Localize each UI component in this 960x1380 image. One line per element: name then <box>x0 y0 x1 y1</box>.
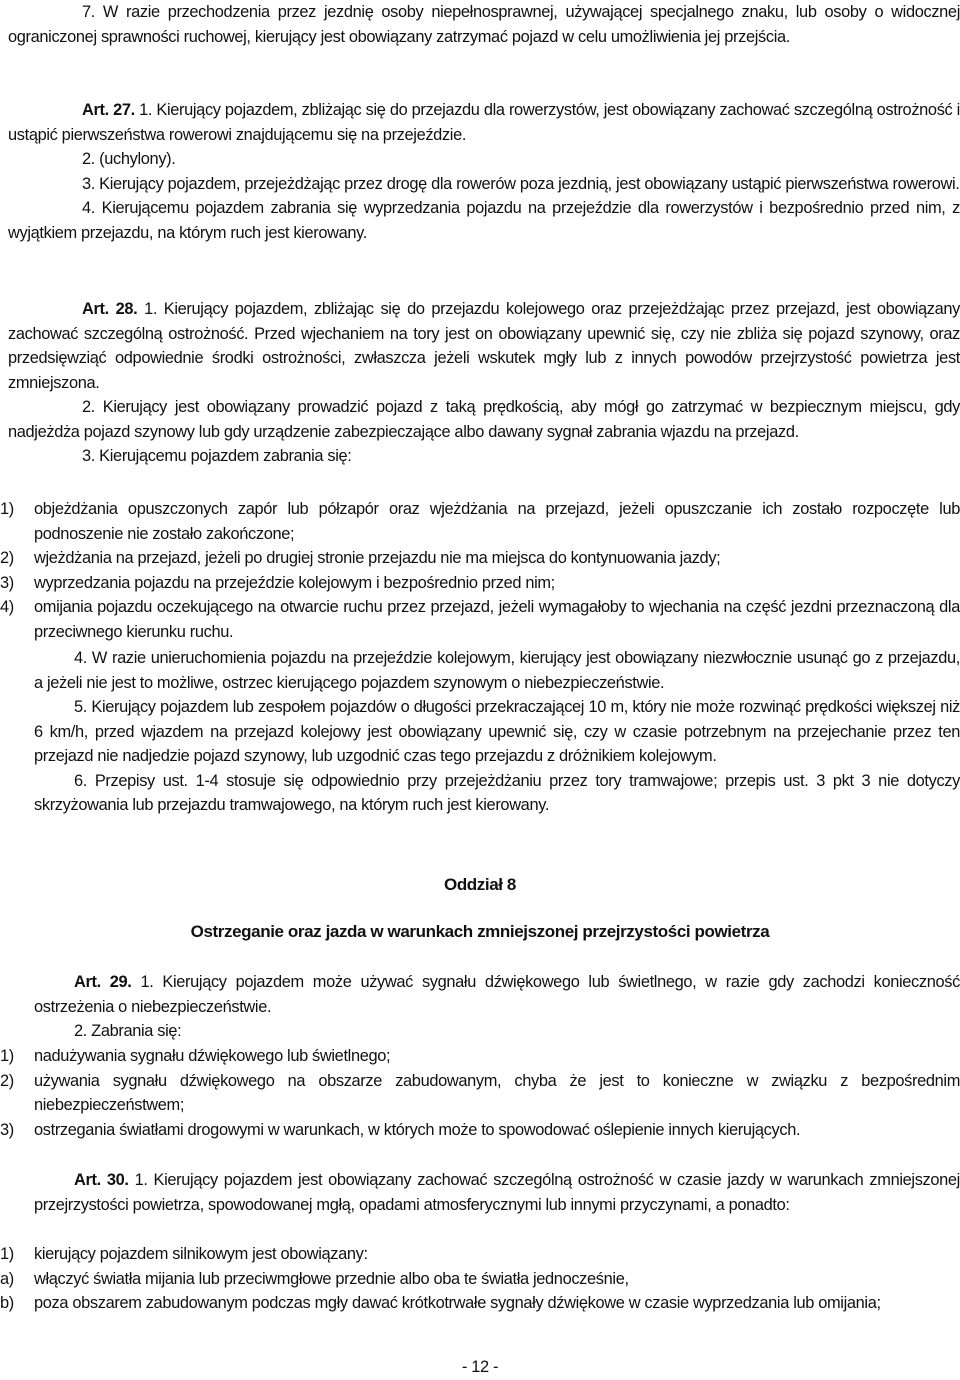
list-item <box>0 1069 960 1118</box>
article-27-para-1 <box>8 98 960 147</box>
list-num: b) <box>0 1294 14 1312</box>
section-number: Oddział 8 <box>444 875 516 894</box>
article-29-para-2: 2. Zabrania się: <box>74 1022 182 1040</box>
section-subtitle-block <box>0 920 960 945</box>
article-30-list <box>0 1242 960 1316</box>
article-28-para-6: 6. Przepisy ust. 1-4 stosuje się odpowiednio przy przejeżdżaniu przez tory tramwajowe; przepis ust. 3 pkt 3 nie dotyczy skrzyżowania lub przejazdu tramwajowego, na którym ruch jest kierowany. <box>34 771 960 814</box>
list-item <box>0 1291 960 1316</box>
list-text: nadużywania sygnału dźwiękowego lub świetlnego; <box>34 1047 391 1065</box>
list-item <box>0 1044 960 1069</box>
paragraph-7 <box>8 0 960 49</box>
list-num: 1) <box>0 500 14 518</box>
article-27-para-2: 2. (uchylony). <box>82 150 176 168</box>
article-label: Art. 27. <box>82 101 135 119</box>
article-text: 1. Kierujący pojazdem może używać sygnału dźwiękowego lub świetlnego, w razie gdy zachodzi konieczność ostrzeżenia o niebezpieczeństwie. <box>34 973 960 1016</box>
page-number: - 12 - <box>461 1358 499 1376</box>
paragraph-text: 7. W razie przechodzenia przez jezdnię osoby niepełnosprawnej, używającej specjalnego znaku, lub osoby o widocznej ograniczonej sprawności ruchowej, kierujący jest obowiązany zatrzymać pojazd w celu umożliwienia jej przejścia. <box>8 3 960 46</box>
list-text: ostrzegania światłami drogowymi w warunkach, w których może to spowodować oślepienie innych kierujących. <box>34 1120 801 1139</box>
list-item <box>0 546 960 571</box>
list-item <box>0 1242 960 1267</box>
list-text: objeżdżania opuszczonych zapór lub półzapór oraz wjeżdżania na przejazd, jeżeli opuszczanie ich zostało rozpoczęte lub podnoszenie nie zostało zakończone; <box>34 500 960 543</box>
article-27-para-4: 4. Kierującemu pojazdem zabrania się wyprzedzania pojazdu na przejeździe dla rowerzystów i bezpośrednio przed nim, z wyjątkiem przejazdu, na którym ruch jest kierowany. <box>8 199 960 242</box>
list-item <box>0 1267 960 1292</box>
section-subtitle: Ostrzeganie oraz jazda w warunkach zmniejszonej przejrzystości powietrza <box>190 922 770 941</box>
article-text: 1. Kierujący pojazdem jest obowiązany zachować szczególną ostrożność w czasie jazdy w warunkach zmniejszonej przejrzystości powietrza, spowodowanej mgłą, opadami atmosferycznymi lub innymi przyczynami, a ponadto: <box>34 1171 960 1214</box>
article-28-para-3: 3. Kierującemu pojazdem zabrania się: <box>82 447 352 465</box>
list-text: wyprzedzania pojazdu na przejeździe kolejowym i bezpośrednio przed nim; <box>34 573 555 592</box>
list-text: poza obszarem zabudowanym podczas mgły dawać krótkotrwałe sygnały dźwiękowe w czasie wyprzedzania lub omijania; <box>34 1294 881 1312</box>
list-num: 3) <box>0 573 14 592</box>
article-label: Art. 29. <box>74 973 132 991</box>
article-28-para-5: 5. Kierujący pojazdem lub zespołem pojazdów o długości przekraczającej 10 m, który nie może rozwinąć prędkości większej niż 6 km/h, przed wjazdem na przejazd kolejowy jest obowiązany upewnić się, czy w czasie potrzebnym na przejechanie przez ten przejazd nie nadjedzie pojazd szynowy, lub uzgodnić czas tego przejazdu z dróżnikiem kolejowym. <box>34 698 960 765</box>
list-num: 2) <box>0 1071 14 1090</box>
article-label: Art. 30. <box>74 1171 129 1189</box>
list-item <box>0 571 960 596</box>
list-item <box>0 595 960 644</box>
article-29-list <box>0 1044 960 1142</box>
article-28 <box>8 297 960 469</box>
list-num: 2) <box>0 549 14 567</box>
list-text: używania sygnału dźwiękowego na obszarze zabudowanym, chyba że jest to konieczne w związku z bezpośrednim niebezpieczeństwem; <box>34 1071 960 1114</box>
list-item <box>0 1118 960 1143</box>
article-29 <box>34 970 960 1044</box>
article-28-para-2: 2. Kierujący jest obowiązany prowadzić pojazd z taką prędkością, aby mógł go zatrzymać w bezpiecznym miejscu, gdy nadjeżdża pojazd szynowy lub gdy urządzenie zabezpieczające albo dawany sygnał zabrania wjazdu na przejazd. <box>8 398 960 441</box>
article-28-list <box>0 497 960 644</box>
article-27 <box>8 98 960 245</box>
article-27-para-3: 3. Kierujący pojazdem, przejeżdżając przez drogę dla rowerów poza jezdnią, jest obowiązany ustąpić pierwszeństwa rowerowi. <box>82 174 960 193</box>
article-30 <box>34 1168 960 1217</box>
list-text: wjeżdżania na przejazd, jeżeli po drugiej stronie przejazdu nie ma miejsca do kontynuowania jazdy; <box>34 549 721 567</box>
article-28-para-4: 4. W razie unieruchomienia pojazdu na przejeździe kolejowym, kierujący jest obowiązany niezwłocznie usunąć go z przejazdu, a jeżeli nie jest to możliwe, ostrzec kierującego pojazdem szynowym o niebezpieczeństwie. <box>34 649 960 692</box>
article-30-para-1 <box>34 1168 960 1217</box>
list-num: a) <box>0 1269 14 1288</box>
list-text: włączyć światła mijania lub przeciwmgłowe przednie albo oba te światła jednocześnie, <box>34 1269 629 1288</box>
article-text: 1. Kierujący pojazdem, zbliżając się do przejazdu kolejowego oraz przejeżdżając przez przejazd, jest obowiązany zachować szczególną ostrożność. Przed wjechaniem na tory jest on obowiązany upewnić się, czy nie zbliża się pojazd szynowy, oraz przedsięwziąć odpowiednie środki ostrożności, zwłaszcza jeżeli wskutek mgły lub z innych powodów przejrzystość powietrza jest zmniejszona. <box>8 300 960 392</box>
article-28-para-1 <box>8 297 960 395</box>
article-28-cont <box>34 646 960 818</box>
list-num: 1) <box>0 1245 14 1263</box>
list-num: 1) <box>0 1047 14 1065</box>
list-item <box>0 497 960 546</box>
article-29-para-1 <box>34 970 960 1019</box>
list-text: omijania pojazdu oczekującego na otwarcie ruchu przez przejazd, jeżeli wymagałoby to wjechania na część jezdni przeznaczoną dla przeciwnego kierunku ruchu. <box>34 598 960 641</box>
article-label: Art. 28. <box>82 300 138 318</box>
article-text: 1. Kierujący pojazdem, zbliżając się do przejazdu dla rowerzystów, jest obowiązany zachować szczególną ostrożność i ustąpić pierwszeństwa rowerowi znajdującemu się na przejeździe. <box>8 101 960 144</box>
list-text: kierujący pojazdem silnikowym jest obowiązany: <box>34 1245 368 1263</box>
section-title <box>0 873 960 898</box>
list-num: 4) <box>0 598 14 616</box>
list-num: 3) <box>0 1120 14 1139</box>
